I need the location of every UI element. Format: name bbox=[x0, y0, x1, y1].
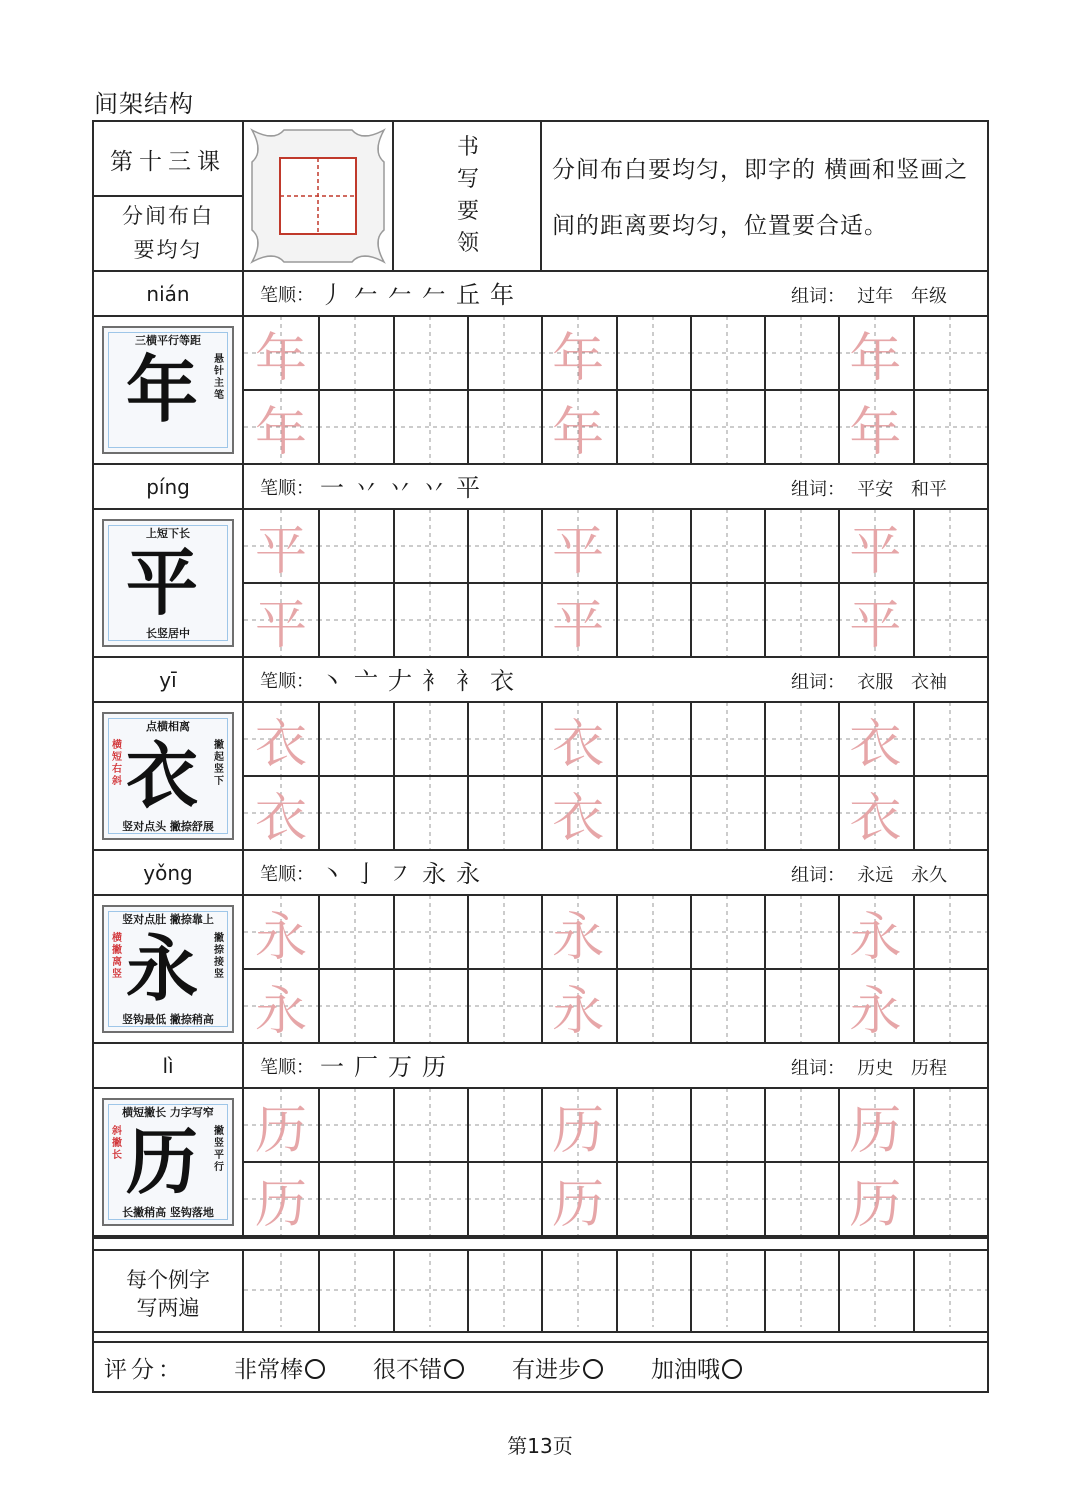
example-words: 过年 年级 bbox=[857, 286, 947, 307]
writing-cell[interactable] bbox=[393, 583, 467, 657]
score-circle[interactable] bbox=[722, 1359, 742, 1379]
writing-cell[interactable] bbox=[838, 895, 912, 969]
writing-cell[interactable] bbox=[244, 316, 318, 390]
writing-cell[interactable] bbox=[838, 776, 912, 850]
writing-cell[interactable] bbox=[764, 776, 838, 850]
character-section bbox=[94, 1043, 987, 1236]
words-label: 组词： bbox=[791, 479, 845, 500]
practice-grid bbox=[94, 1088, 987, 1236]
writing-cell[interactable] bbox=[690, 583, 764, 657]
writing-cell[interactable] bbox=[244, 1088, 318, 1162]
trace-character: 永 bbox=[849, 907, 902, 968]
trace-character: 平 bbox=[254, 595, 307, 656]
writing-cell[interactable] bbox=[616, 316, 690, 390]
writing-cell[interactable] bbox=[393, 969, 467, 1043]
words-label: 组词： bbox=[791, 1058, 845, 1079]
character-info-row bbox=[94, 464, 987, 509]
writing-cell[interactable] bbox=[838, 316, 912, 390]
stroke-step: 𠂉 bbox=[388, 281, 422, 309]
stroke-step: 丷 bbox=[354, 474, 388, 502]
writing-cell[interactable] bbox=[690, 509, 764, 583]
example-words: 平安 和平 bbox=[857, 479, 947, 500]
practice-cell[interactable] bbox=[616, 1253, 690, 1327]
character-info-row bbox=[94, 271, 987, 316]
reference-card bbox=[102, 1098, 234, 1226]
score-option-excellent[interactable]: 非常棒 bbox=[234, 1351, 325, 1384]
practice-cell[interactable] bbox=[690, 1253, 764, 1327]
practice-cell[interactable] bbox=[764, 1253, 838, 1327]
score-circle[interactable] bbox=[305, 1359, 325, 1379]
page-heading: 间架结构 bbox=[94, 90, 194, 118]
character-info-row bbox=[94, 1043, 987, 1088]
character-info-row bbox=[94, 850, 987, 895]
ref-tip-top: 上短下长 bbox=[146, 527, 190, 540]
trace-character: 平 bbox=[849, 595, 902, 656]
reference-card bbox=[102, 712, 234, 840]
writing-cell[interactable] bbox=[467, 969, 541, 1043]
stroke-step: ㇇ bbox=[388, 860, 422, 888]
ref-tip-bottom: 长撇稍高 竖钩落地 bbox=[122, 1206, 214, 1219]
practice-grid bbox=[94, 895, 987, 1043]
character-section bbox=[94, 271, 987, 464]
score-option-good[interactable]: 很不错 bbox=[373, 1351, 464, 1384]
writing-cell[interactable] bbox=[913, 316, 987, 390]
writing-cell[interactable] bbox=[318, 895, 392, 969]
stroke-order-label: 笔顺： bbox=[260, 671, 314, 692]
words-label: 组词： bbox=[791, 672, 845, 693]
writing-cell[interactable] bbox=[467, 509, 541, 583]
ref-tip-bottom: 竖对点头 撇捺舒展 bbox=[122, 820, 214, 833]
pinyin: lì bbox=[162, 1053, 174, 1078]
trace-character: 历 bbox=[254, 1100, 307, 1161]
writing-cell[interactable] bbox=[838, 969, 912, 1043]
reference-character: 衣 bbox=[126, 734, 199, 818]
reference-character: 永 bbox=[126, 927, 199, 1011]
writing-key-char: 要 bbox=[456, 199, 479, 224]
trace-character: 永 bbox=[849, 981, 902, 1042]
writing-cell[interactable] bbox=[913, 390, 987, 464]
example-words: 永远 永久 bbox=[857, 865, 947, 886]
writing-cell[interactable] bbox=[393, 1162, 467, 1236]
stroke-step: 年 bbox=[490, 281, 524, 309]
writing-cell[interactable] bbox=[616, 1162, 690, 1236]
writing-cell[interactable] bbox=[616, 1088, 690, 1162]
writing-cell[interactable] bbox=[541, 969, 615, 1043]
practice-cell[interactable] bbox=[838, 1253, 912, 1327]
writing-cell[interactable] bbox=[764, 702, 838, 776]
reference-character: 平 bbox=[126, 541, 199, 625]
writing-cell[interactable] bbox=[318, 583, 392, 657]
stroke-step: 丿 bbox=[320, 281, 354, 309]
ref-tip-bottom: 竖钩最低 撇捺稍高 bbox=[122, 1013, 214, 1026]
example-words: 衣服 衣袖 bbox=[857, 672, 947, 693]
stroke-step: 丷 bbox=[388, 474, 422, 502]
pinyin: yǒng bbox=[143, 860, 193, 885]
stroke-step: 历 bbox=[422, 1053, 456, 1081]
words-label: 组词： bbox=[791, 286, 845, 307]
stroke-step: 衤 bbox=[422, 667, 456, 695]
score-label: 评分： bbox=[104, 1356, 185, 1383]
writing-cell[interactable] bbox=[244, 390, 318, 464]
writing-cell[interactable] bbox=[318, 969, 392, 1043]
writing-cell[interactable] bbox=[838, 1162, 912, 1236]
practice-instruction bbox=[94, 1257, 242, 1331]
writing-cell[interactable] bbox=[318, 776, 392, 850]
writing-cell[interactable] bbox=[318, 390, 392, 464]
writing-key-text: 分间布白要均匀，即字的 横画和竖画之间的距离要均匀，位置要合适。 bbox=[552, 157, 969, 239]
writing-cell[interactable] bbox=[467, 895, 541, 969]
writing-cell[interactable] bbox=[467, 1088, 541, 1162]
writing-cell[interactable] bbox=[244, 776, 318, 850]
writing-cell[interactable] bbox=[541, 895, 615, 969]
stroke-step: 亠 bbox=[354, 667, 388, 695]
stroke-step: 一 bbox=[320, 1053, 354, 1081]
stroke-step: 一 bbox=[320, 474, 354, 502]
practice-grid bbox=[94, 316, 987, 464]
stroke-step: 万 bbox=[388, 1053, 422, 1081]
reference-character: 年 bbox=[126, 348, 199, 432]
words-label: 组词： bbox=[791, 865, 845, 886]
writing-cell[interactable] bbox=[690, 390, 764, 464]
writing-cell[interactable] bbox=[913, 583, 987, 657]
writing-cell[interactable] bbox=[318, 1088, 392, 1162]
lesson-number: 第十三课 bbox=[110, 148, 226, 175]
lesson-topic-line1: 分间布白 bbox=[122, 204, 214, 228]
writing-cell[interactable] bbox=[318, 1162, 392, 1236]
pinyin: nián bbox=[146, 281, 190, 306]
writing-cell[interactable] bbox=[393, 509, 467, 583]
trace-character: 衣 bbox=[254, 788, 307, 849]
trace-character: 永 bbox=[552, 907, 605, 968]
stroke-order-label: 笔顺： bbox=[260, 864, 314, 885]
page-number: 第13页 bbox=[507, 1434, 573, 1458]
practice-cell[interactable] bbox=[318, 1253, 392, 1327]
stroke-step: 丶 bbox=[320, 860, 354, 888]
writing-cell[interactable] bbox=[541, 390, 615, 464]
ref-tip-top: 横短撇长 力字写窄 bbox=[122, 1106, 214, 1119]
stroke-step: 衣 bbox=[490, 667, 524, 695]
writing-cell[interactable] bbox=[838, 1088, 912, 1162]
writing-cell[interactable] bbox=[393, 1088, 467, 1162]
writing-cell[interactable] bbox=[764, 895, 838, 969]
writing-cell[interactable] bbox=[393, 702, 467, 776]
writing-key-char: 写 bbox=[456, 167, 479, 192]
score-circle[interactable] bbox=[444, 1359, 464, 1379]
pinyin: yī bbox=[159, 667, 177, 692]
writing-cell[interactable] bbox=[393, 776, 467, 850]
stroke-step: 永 bbox=[456, 860, 490, 888]
writing-cell[interactable] bbox=[913, 702, 987, 776]
writing-cell[interactable] bbox=[690, 969, 764, 1043]
ref-tip-right: 悬针主笔 bbox=[214, 354, 224, 401]
writing-cell[interactable] bbox=[244, 583, 318, 657]
character-info-row bbox=[94, 657, 987, 702]
writing-cell[interactable] bbox=[913, 969, 987, 1043]
writing-cell[interactable] bbox=[393, 316, 467, 390]
practice-cell[interactable] bbox=[393, 1253, 467, 1327]
writing-cell[interactable] bbox=[913, 1088, 987, 1162]
writing-cell[interactable] bbox=[541, 776, 615, 850]
trace-character: 永 bbox=[552, 981, 605, 1042]
stroke-step: 厂 bbox=[354, 1053, 388, 1081]
writing-cell[interactable] bbox=[616, 702, 690, 776]
reference-card bbox=[102, 326, 234, 454]
writing-cell[interactable] bbox=[690, 702, 764, 776]
writing-cell[interactable] bbox=[244, 702, 318, 776]
trace-character: 永 bbox=[254, 981, 307, 1042]
writing-cell[interactable] bbox=[541, 583, 615, 657]
writing-cell[interactable] bbox=[541, 1088, 615, 1162]
writing-cell[interactable] bbox=[764, 969, 838, 1043]
writing-cell[interactable] bbox=[244, 1162, 318, 1236]
practice-cell[interactable] bbox=[244, 1253, 318, 1327]
lesson-topic bbox=[94, 196, 242, 270]
tian-grid-diagram bbox=[244, 122, 392, 270]
ref-tip-top: 三横平行等距 bbox=[135, 334, 201, 347]
trace-character: 年 bbox=[849, 402, 902, 463]
stroke-step: 丷 bbox=[422, 474, 456, 502]
stroke-order-label: 笔顺： bbox=[260, 1057, 314, 1078]
writing-cell[interactable] bbox=[764, 509, 838, 583]
ref-tip-bottom: 长竖居中 bbox=[146, 627, 190, 640]
writing-cell[interactable] bbox=[616, 895, 690, 969]
writing-cell[interactable] bbox=[764, 1162, 838, 1236]
stroke-order-label: 笔顺： bbox=[260, 285, 314, 306]
trace-character: 历 bbox=[849, 1174, 902, 1235]
ref-tip-left: 横短右斜 bbox=[112, 740, 122, 787]
score-option-keep-going[interactable]: 加油哦 bbox=[651, 1351, 742, 1384]
writing-cell[interactable] bbox=[541, 1162, 615, 1236]
practice-cell[interactable] bbox=[467, 1253, 541, 1327]
stroke-step: 𠂉 bbox=[422, 281, 456, 309]
trace-character: 衣 bbox=[849, 788, 902, 849]
writing-key-char: 书 bbox=[456, 135, 479, 160]
practice-cell[interactable] bbox=[913, 1253, 987, 1327]
writing-cell[interactable] bbox=[913, 1162, 987, 1236]
writing-cell[interactable] bbox=[764, 316, 838, 390]
writing-cell[interactable] bbox=[913, 776, 987, 850]
writing-cell[interactable] bbox=[764, 1088, 838, 1162]
stroke-order bbox=[320, 468, 490, 503]
reference-card bbox=[102, 905, 234, 1033]
stroke-order bbox=[320, 1047, 456, 1082]
stroke-step: 衤 bbox=[456, 667, 490, 695]
score-option-progress[interactable]: 有进步 bbox=[512, 1351, 603, 1384]
writing-cell[interactable] bbox=[244, 895, 318, 969]
writing-cell[interactable] bbox=[244, 509, 318, 583]
writing-cell[interactable] bbox=[616, 583, 690, 657]
practice-sheet bbox=[92, 120, 989, 1393]
writing-cell[interactable] bbox=[244, 969, 318, 1043]
stroke-order bbox=[320, 854, 490, 889]
writing-cell[interactable] bbox=[616, 776, 690, 850]
trace-character: 年 bbox=[254, 328, 307, 389]
writing-cell[interactable] bbox=[541, 702, 615, 776]
character-section bbox=[94, 657, 987, 850]
practice-line1: 每个例字 bbox=[126, 1268, 210, 1292]
stroke-step: 𠂇 bbox=[388, 667, 422, 695]
trace-character: 衣 bbox=[849, 714, 902, 775]
lesson-topic-line2: 要均匀 bbox=[133, 238, 203, 262]
ref-tip-top: 点横相离 bbox=[146, 720, 190, 733]
trace-character: 历 bbox=[552, 1100, 605, 1161]
trace-character: 平 bbox=[849, 521, 902, 582]
stroke-step: 亅 bbox=[354, 860, 388, 888]
writing-cell[interactable] bbox=[764, 583, 838, 657]
practice-cell[interactable] bbox=[541, 1253, 615, 1327]
writing-cell[interactable] bbox=[838, 702, 912, 776]
writing-cell[interactable] bbox=[318, 316, 392, 390]
trace-character: 衣 bbox=[552, 788, 605, 849]
writing-cell[interactable] bbox=[541, 316, 615, 390]
writing-cell[interactable] bbox=[616, 969, 690, 1043]
writing-cell[interactable] bbox=[616, 509, 690, 583]
writing-cell[interactable] bbox=[616, 390, 690, 464]
score-circle[interactable] bbox=[583, 1359, 603, 1379]
trace-character: 衣 bbox=[254, 714, 307, 775]
writing-cell[interactable] bbox=[838, 390, 912, 464]
example-words: 历史 历程 bbox=[857, 1058, 947, 1079]
writing-cell[interactable] bbox=[541, 509, 615, 583]
writing-cell[interactable] bbox=[467, 316, 541, 390]
ref-tip-right: 撇捺接竖 bbox=[214, 933, 224, 980]
trace-character: 平 bbox=[552, 521, 605, 582]
ref-tip-left: 斜撇长 bbox=[112, 1126, 122, 1161]
writing-cell[interactable] bbox=[690, 776, 764, 850]
writing-key-char: 领 bbox=[456, 231, 479, 256]
reference-card bbox=[102, 519, 234, 647]
practice-line2: 写两遍 bbox=[136, 1296, 200, 1320]
trace-character: 平 bbox=[552, 595, 605, 656]
writing-cell[interactable] bbox=[467, 702, 541, 776]
stroke-order-label: 笔顺： bbox=[260, 478, 314, 499]
writing-cell[interactable] bbox=[467, 776, 541, 850]
writing-cell[interactable] bbox=[690, 1162, 764, 1236]
writing-cell[interactable] bbox=[318, 702, 392, 776]
score-row bbox=[94, 1341, 987, 1393]
writing-cell[interactable] bbox=[690, 895, 764, 969]
writing-key-label bbox=[394, 122, 542, 270]
writing-cell[interactable] bbox=[393, 390, 467, 464]
writing-cell[interactable] bbox=[467, 583, 541, 657]
stroke-order bbox=[320, 661, 524, 696]
writing-cell[interactable] bbox=[690, 316, 764, 390]
trace-character: 年 bbox=[849, 328, 902, 389]
ref-tip-top: 竖对点肚 撇捺靠上 bbox=[122, 913, 214, 926]
stroke-step: 丘 bbox=[456, 281, 490, 309]
ref-tip-left: 横撇离竖 bbox=[112, 933, 122, 980]
practice-grid bbox=[94, 509, 987, 657]
reference-character: 历 bbox=[126, 1120, 199, 1204]
ref-tip-right: 撇起竖下 bbox=[214, 740, 224, 787]
writing-cell[interactable] bbox=[838, 509, 912, 583]
trace-character: 历 bbox=[552, 1174, 605, 1235]
trace-character: 历 bbox=[849, 1100, 902, 1161]
writing-cell[interactable] bbox=[764, 390, 838, 464]
writing-cell[interactable] bbox=[913, 895, 987, 969]
stroke-step: 丶 bbox=[320, 667, 354, 695]
writing-cell[interactable] bbox=[318, 509, 392, 583]
writing-cell[interactable] bbox=[913, 509, 987, 583]
stroke-step: 平 bbox=[456, 474, 490, 502]
stroke-step: 𠂉 bbox=[354, 281, 388, 309]
writing-cell[interactable] bbox=[393, 895, 467, 969]
writing-cell[interactable] bbox=[467, 1162, 541, 1236]
stroke-order bbox=[320, 275, 524, 310]
stroke-step: 永 bbox=[422, 860, 456, 888]
trace-character: 年 bbox=[254, 402, 307, 463]
trace-character: 年 bbox=[552, 328, 605, 389]
character-section bbox=[94, 464, 987, 657]
practice-grid bbox=[94, 702, 987, 850]
trace-character: 年 bbox=[552, 402, 605, 463]
writing-cell[interactable] bbox=[690, 1088, 764, 1162]
ref-tip-right: 撇竖平行 bbox=[214, 1126, 224, 1173]
writing-cell[interactable] bbox=[838, 583, 912, 657]
trace-character: 平 bbox=[254, 521, 307, 582]
pinyin: píng bbox=[146, 474, 190, 499]
trace-character: 永 bbox=[254, 907, 307, 968]
trace-character: 衣 bbox=[552, 714, 605, 775]
character-section bbox=[94, 850, 987, 1043]
writing-cell[interactable] bbox=[467, 390, 541, 464]
trace-character: 历 bbox=[254, 1174, 307, 1235]
